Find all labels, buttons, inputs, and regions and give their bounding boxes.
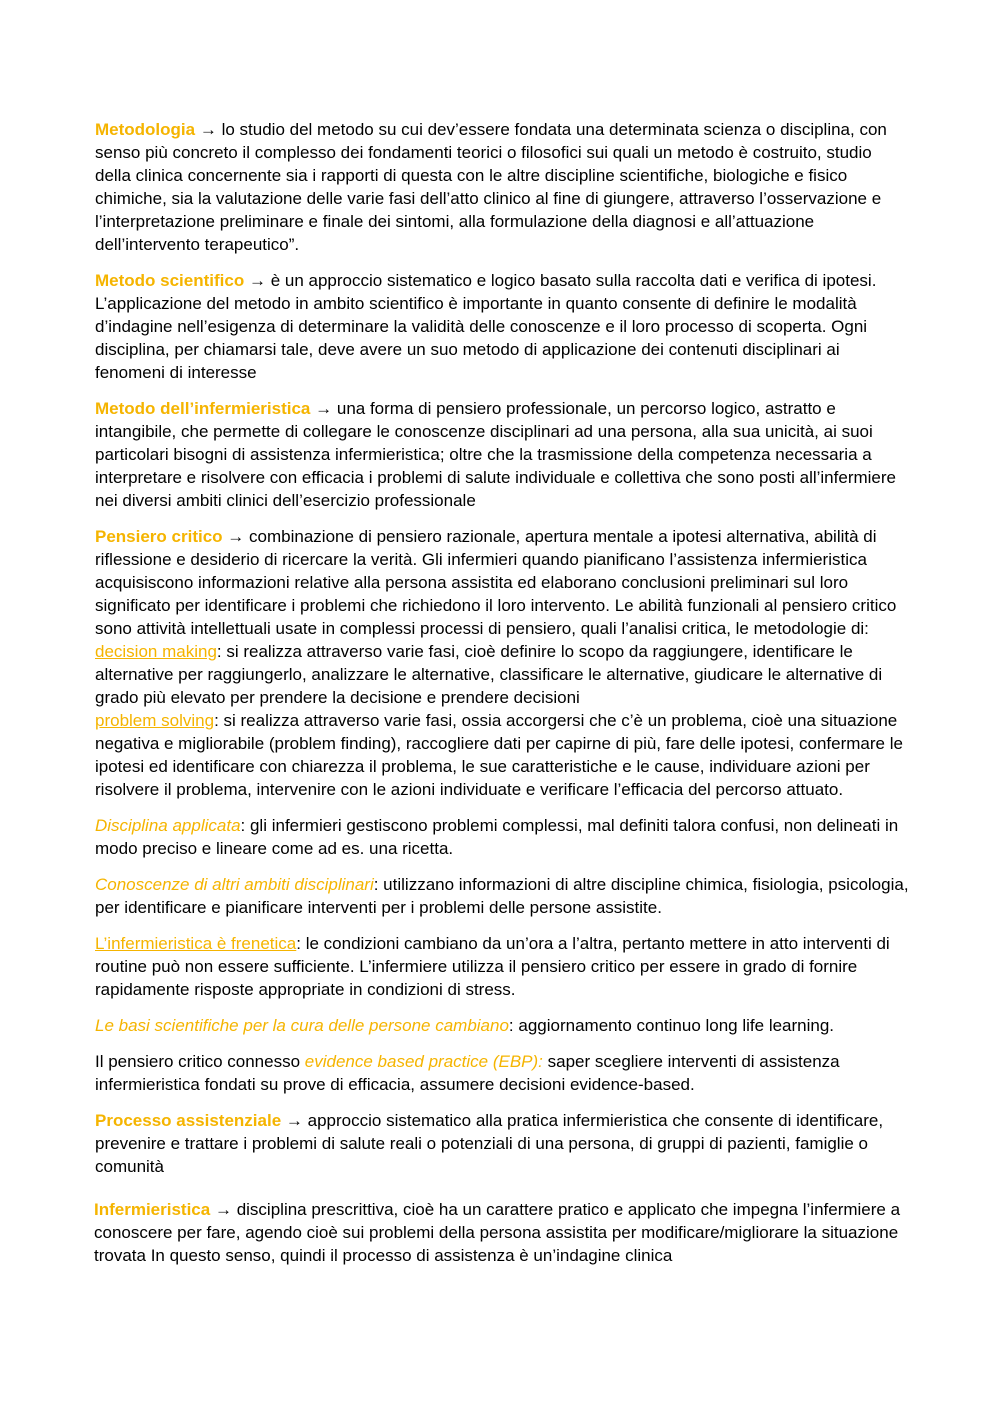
term-ebp: evidence based practice (EBP): [304,1052,543,1071]
paragraph-disciplina-applicata [95,814,910,860]
paragraph-metodo-scientifico [95,269,910,384]
document-page [95,118,910,1280]
term-metodologia: Metodologia [95,120,196,139]
term-infermieristica: Infermieristica [94,1200,211,1219]
definition-metodologia: lo studio del metodo su cui dev’essere fondata una determinata scienza o disciplina, con senso più concreto il complesso dei fondamenti teorici o filosofici sui quali un metodo è costruito, studio della clinica concernente sia i rapporti di questa con le altre discipline scientifiche, biologiche e fisico chimiche, sia la valutazione delle varie fasi dell’atto clinico al fine di giungere, attraverso l’osservazione e l’interpretazione preliminare e finale dei sintomi, alla formulazione della diagnosi e all’attuazione dell’intervento terapeutico”. [95,120,887,254]
definition-problem-solving: : si realizza attraverso varie fasi, ossia accorgersi che c’è un problema, cioè una situazione negativa e migliorabile (problem finding), raccogliere dati per capirne di più, fare delle ipotesi, confermare le ipotesi ed identificare con chiarezza il problema, le sue caratteristiche e le cause, individuare azioni per risolvere il problema, intervenire con le azioni individuate e verificare l’efficacia del percorso attuato. [95,711,903,799]
arrow-icon: → [315,399,333,418]
arrow-icon: → [248,271,266,290]
term-metodo-scientifico: Metodo scientifico [95,271,245,290]
definition-basi-scientifiche: : aggiornamento continuo long life learning. [508,1016,835,1035]
definition-metodo-scientifico: è un approccio sistematico e logico basato sulla raccolta dati e verifica di ipotesi. L’applicazione del metodo in ambito scientifico è importante in quanto consente di definire le modalità d’indagine nell’esigenza di determinare la validità delle conoscenze e il loro processo di scoperta. Ogni disciplina, per chiamarsi tale, deve avere un suo metodo di applicazione dei contenuti disciplinari ai fenomeni di interesse [95,271,877,382]
definition-pensiero-critico: combinazione di pensiero razionale, apertura mentale a ipotesi alternativa, abilità di riflessione e desiderio di ricercare la verità. Gli infermieri quando pianificano l’assistenza infermieristica acquisiscono informazioni relative alla persona assistita ed elaborano conclusioni preliminari sul loro significato per identificare i problemi che richiedono il loro intervento. Le abilità funzionali al pensiero critico sono attività intellettuali usate in complessi processi di pensiero, quali l’analisi critica, le metodologie di: [95,527,897,638]
term-basi-scientifiche: Le basi scientifiche per la cura delle persone cambiano [95,1016,509,1035]
definition-conoscenze: : utilizzano informazioni di altre discipline chimica, fisiologia, psicologia, per identificare e pianificare interventi per i problemi delle persone assistite. [95,875,909,917]
paragraph-conoscenze [95,873,910,919]
arrow-icon: → [285,1111,303,1130]
arrow-icon: → [199,120,217,139]
ebp-prefix: Il pensiero critico connesso [95,1052,305,1071]
paragraph-basi-scientifiche [95,1014,910,1037]
link-problem-solving[interactable]: problem solving [95,711,215,730]
paragraph-pensiero-critico [95,525,910,801]
definition-processo-assistenziale: approccio sistematico alla pratica infermieristica che consente di identificare, prevenire e trattare i problemi di salute reali o potenziali di una persona, di gruppi di pazienti, famiglie o comunità [95,1111,884,1176]
paragraph-frenetica [95,932,910,1001]
definition-metodo-infermieristica: una forma di pensiero professionale, un percorso logico, astratto e intangibile, che permette di collegare le conoscenze disciplinari ad una persona, alla sua unicità, ai suoi particolari bisogni di assistenza infermieristica; oltre che la trasmissione della competenza necessaria a interpretare e risolvere con efficacia i problemi di salute individuale e collettiva che sono posti all’infermiere nei diversi ambiti clinici dell’esercizio professionale [95,399,896,510]
paragraph-processo-assistenziale [95,1109,910,1178]
paragraph-metodo-infermieristica [95,397,910,512]
arrow-icon: → [227,527,245,546]
term-metodo-infermieristica: Metodo dell’infermieristica [95,399,311,418]
definition-infermieristica: disciplina prescrittiva, cioè ha un carattere pratico e applicato che impegna l’infermiere a conoscere per fare, agendo cioè sui problemi della persona assistita per modificare/migliorare la situazione trovata In questo senso, quindi il processo di assistenza è un’indagine clinica [94,1200,901,1265]
term-pensiero-critico: Pensiero critico [95,527,223,546]
link-infermieristica-frenetica[interactable]: L’infermieristica è frenetica [95,934,297,953]
definition-decision-making: : si realizza attraverso varie fasi, cioè definire lo scopo da raggiungere, identificare le alternative per raggiungerlo, analizzare le alternative, classificare le alternative, giudicare le alternative di grado più elevato per prendere la decisione e prendere decisioni [95,642,883,707]
paragraph-ebp [95,1050,910,1096]
definition-disciplina-applicata: : gli infermieri gestiscono problemi complessi, mal definiti talora confusi, non delineati in modo preciso e lineare come ad es. una ricetta. [95,816,899,858]
arrow-icon: → [214,1200,232,1219]
paragraph-infermieristica [94,1198,910,1267]
term-disciplina-applicata: Disciplina applicata [95,816,241,835]
definition-ebp: saper scegliere interventi di assistenza infermieristica fondati su prove di efficacia, assumere decisioni evidence-based. [95,1052,840,1094]
term-conoscenze: Conoscenze di altri ambiti disciplinari [95,875,374,894]
link-decision-making[interactable]: decision making [95,642,217,661]
definition-frenetica: : le condizioni cambiano da un’ora a l’altra, pertanto mettere in atto interventi di routine può non essere sufficiente. L’infermiere utilizza il pensiero critico per essere in grado di fornire rapidamente risposte appropriate in condizioni di stress. [95,934,890,999]
paragraph-metodologia [95,118,910,256]
term-processo-assistenziale: Processo assistenziale [95,1111,282,1130]
